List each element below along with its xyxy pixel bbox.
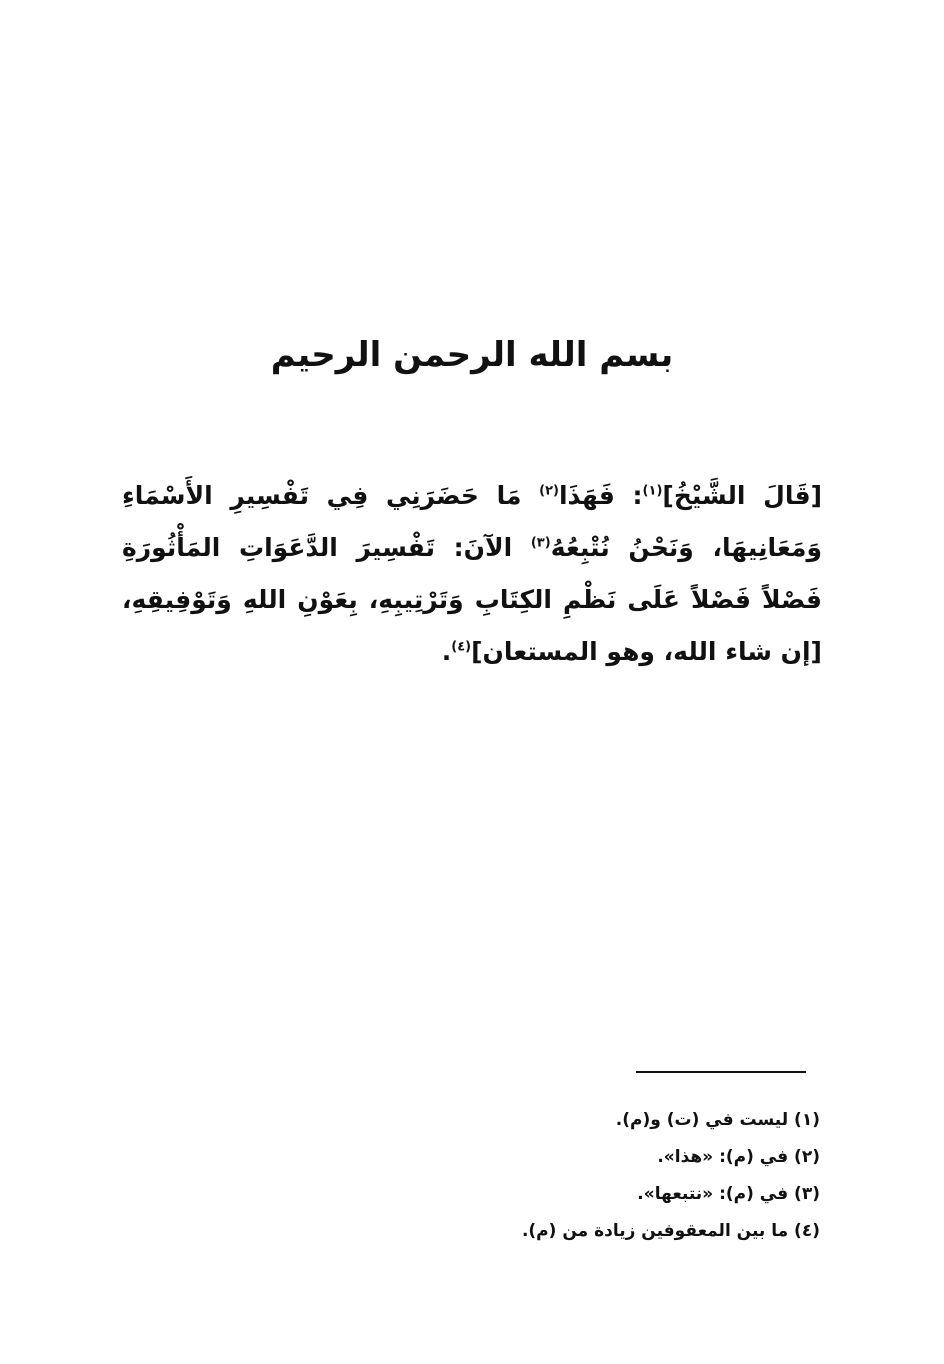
text-run: : فَهَذَا (558, 481, 643, 510)
footnote-ref-2[interactable]: (٢) (539, 483, 559, 499)
footnote-3: (٣) في (م): «نتبعها». (637, 1184, 820, 1204)
body-paragraph (122, 470, 822, 678)
text-run: [قَالَ الشَّيْخُ] (662, 481, 822, 510)
footnotes-section (420, 1102, 820, 1250)
footnote-4: (٤) ما بين المعقوفين زيادة من (م). (521, 1221, 820, 1241)
footnote-ref-4[interactable]: (٤) (451, 639, 472, 655)
text-run: . (441, 637, 452, 666)
footnote-ref-1[interactable]: (١) (642, 483, 663, 499)
text-run: الآنَ: تَفْسِيرَ الدَّعَوَاتِ المَأْثُورَةِ فَصْلاً فَصْلاً عَلَى نَظْمِ الكِتَابِ وَتَرْتِيبِهِ، بِعَوْنِ اللهِ وَتَوْفِيقِهِ، [إن شاء الله، وهو المستعان] (122, 533, 822, 666)
footnote-separator (636, 1071, 806, 1073)
page-heading-basmala: بسم الله الرحمن الرحيم (270, 335, 674, 375)
footnote-1: (١) ليست في (ت) و(م). (615, 1110, 820, 1130)
text-run: مَا حَضَرَنِي فِي تَفْسِيرِ الأَسْمَاءِ وَمَعَانِيهَا، وَنَحْنُ نُتْبِعُهُ (122, 481, 822, 562)
footnote-2: (٢) في (م): «هذا». (657, 1147, 820, 1167)
footnote-ref-3[interactable]: (٣) (530, 535, 551, 551)
